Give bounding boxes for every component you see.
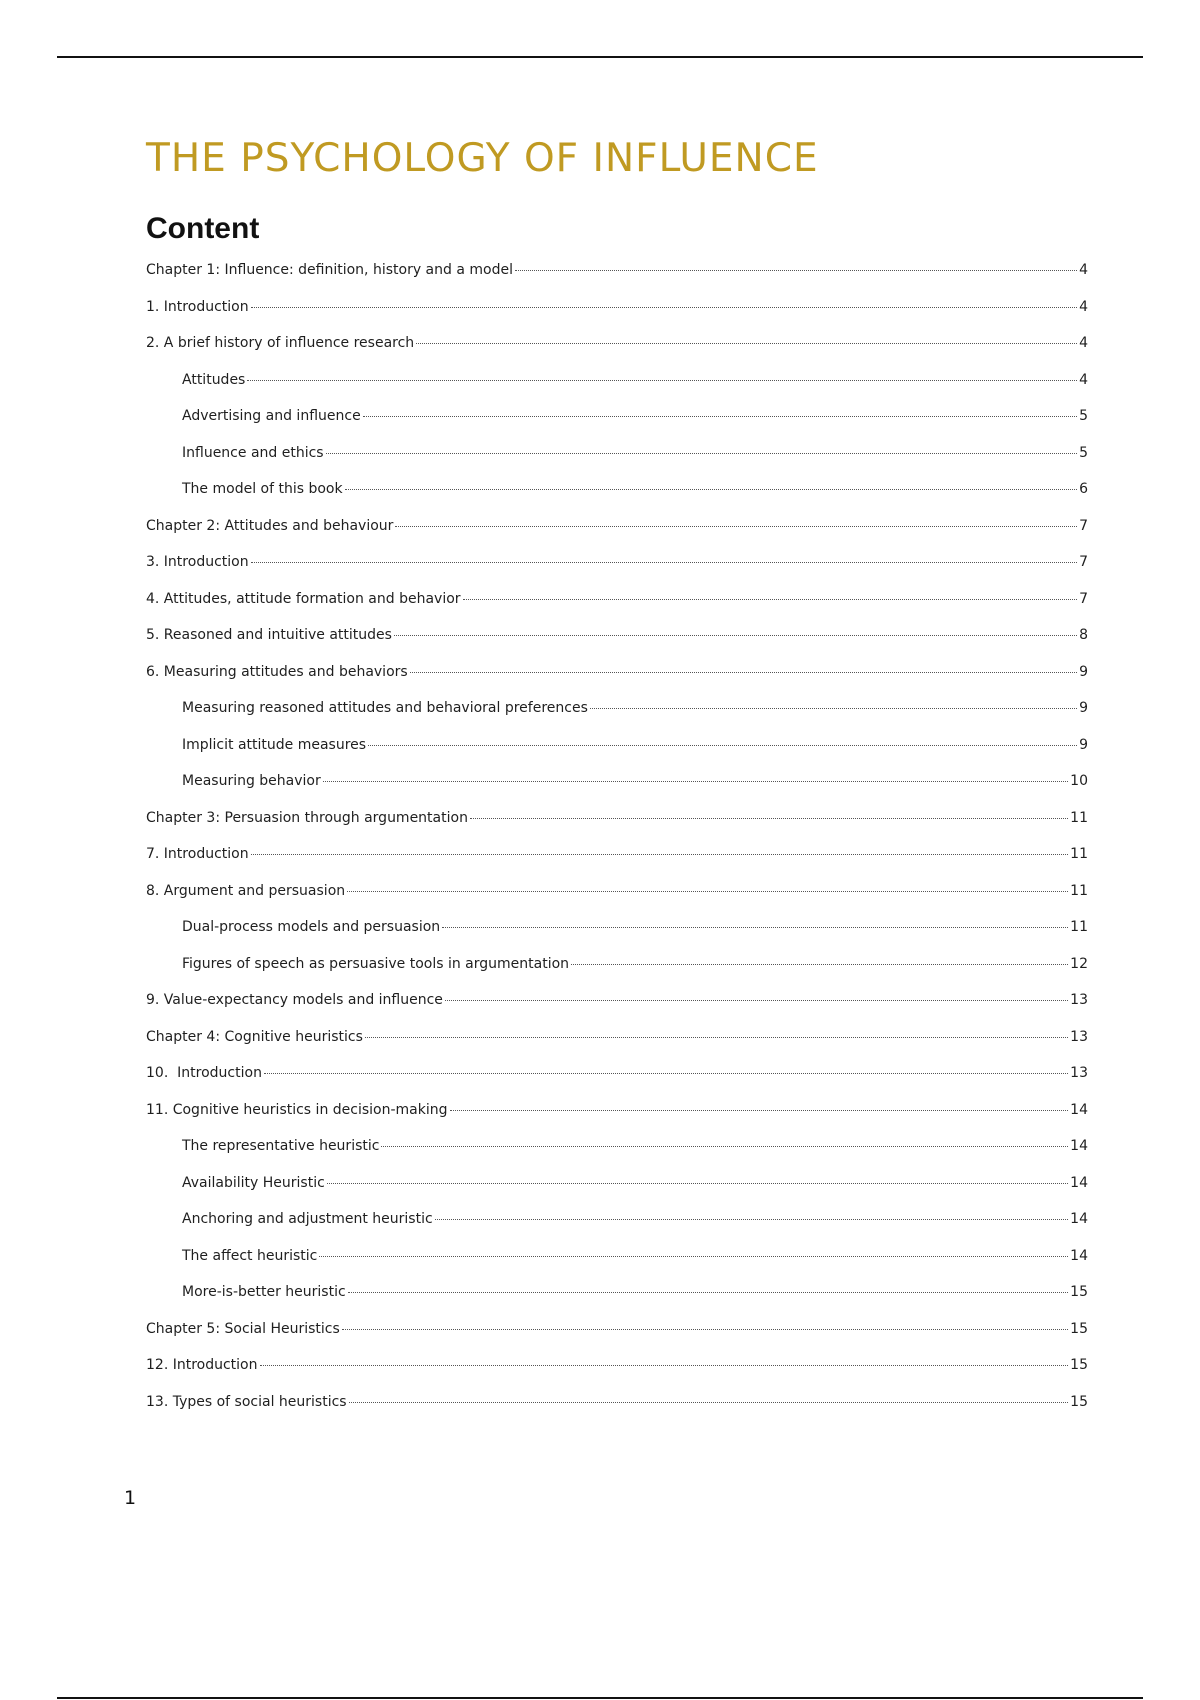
toc-entry-label: Influence and ethics	[182, 444, 324, 461]
toc-entry[interactable]	[146, 700, 1088, 737]
toc-entry-page: 15	[1070, 1393, 1088, 1410]
toc-dot-leader	[410, 672, 1077, 673]
toc-entry[interactable]	[146, 627, 1088, 664]
toc-dot-leader	[251, 307, 1077, 308]
toc-entry-label: Chapter 4: Cognitive heuristics	[146, 1028, 363, 1045]
toc-entry[interactable]	[146, 372, 1088, 409]
toc-entry-page: 14	[1070, 1101, 1088, 1118]
toc-dot-leader	[326, 453, 1077, 454]
toc-entry-page: 4	[1079, 335, 1088, 351]
toc-dot-leader	[319, 1256, 1068, 1257]
toc-dot-leader	[515, 270, 1077, 271]
toc-entry-label: 8. Argument and persuasion	[146, 882, 346, 899]
toc-dot-leader	[442, 927, 1068, 928]
toc-dot-leader	[342, 1329, 1068, 1330]
toc-entry-page: 7	[1079, 590, 1088, 607]
toc-entry-page: 9	[1079, 700, 1088, 716]
toc-dot-leader	[394, 635, 1077, 636]
toc-entry[interactable]	[146, 919, 1088, 956]
toc-entry-label: More-is-better heuristic	[182, 1284, 346, 1300]
toc-entry-page: 9	[1079, 736, 1088, 753]
toc-dot-leader	[470, 818, 1068, 819]
toc-entry-label: Measuring reasoned attitudes and behavioral preferences	[182, 700, 588, 716]
toc-entry-page: 14	[1070, 1174, 1088, 1191]
toc-entry-page: 4	[1079, 371, 1088, 388]
toc-entry-label: 7. Introduction	[146, 846, 249, 862]
toc-entry-label: Dual-process models and persuasion	[182, 919, 441, 935]
toc-entry[interactable]	[146, 1102, 1088, 1139]
toc-entry-page: 12	[1070, 955, 1088, 972]
toc-entry-page: 8	[1079, 627, 1088, 643]
toc-dot-leader	[363, 416, 1077, 417]
toc-dot-leader	[348, 1292, 1069, 1293]
toc-entry[interactable]	[146, 1321, 1088, 1358]
toc-entry[interactable]	[146, 956, 1088, 993]
toc-entry-page: 15	[1070, 1284, 1088, 1300]
toc-entry-page: 11	[1070, 882, 1088, 899]
toc-entry-label: Chapter 1: Influence: definition, history and a model	[146, 262, 513, 278]
toc-entry-label: 13. Types of social heuristics	[146, 1393, 347, 1410]
toc-entry-page: 14	[1070, 1211, 1088, 1227]
toc-entry-page: 5	[1079, 444, 1088, 461]
toc-entry-label: 1. Introduction	[146, 298, 249, 315]
toc-dot-leader	[365, 1037, 1068, 1038]
toc-entry[interactable]	[146, 262, 1088, 299]
toc-entry[interactable]	[146, 992, 1088, 1029]
page-number: 1	[124, 1487, 137, 1509]
toc-dot-leader	[435, 1219, 1068, 1220]
toc-entry-page: 7	[1079, 554, 1088, 570]
toc-entry-page: 11	[1070, 846, 1088, 862]
toc-entry[interactable]	[146, 1394, 1088, 1431]
toc-entry[interactable]	[146, 883, 1088, 920]
toc-entry[interactable]	[146, 1029, 1088, 1066]
footer-rule	[57, 1697, 1143, 1699]
toc-entry-label: 11. Cognitive heuristics in decision-making	[146, 1101, 448, 1118]
toc-entry[interactable]	[146, 810, 1088, 847]
toc-dot-leader	[347, 891, 1068, 892]
toc-entry[interactable]	[146, 1138, 1088, 1175]
toc-entry-page: 13	[1070, 992, 1088, 1008]
toc-dot-leader	[416, 343, 1077, 344]
toc-dot-leader	[445, 1000, 1068, 1001]
toc-entry-label: Chapter 5: Social Heuristics	[146, 1320, 340, 1337]
toc-entry-page: 15	[1070, 1320, 1088, 1337]
toc-entry[interactable]	[146, 1357, 1088, 1394]
toc-dot-leader	[395, 526, 1077, 527]
toc-entry[interactable]	[146, 1248, 1088, 1285]
toc-dot-leader	[368, 745, 1077, 746]
toc-entry-label: 10. Introduction	[146, 1065, 262, 1081]
toc-entry[interactable]	[146, 445, 1088, 482]
toc-entry-page: 13	[1070, 1065, 1088, 1081]
toc-dot-leader	[345, 489, 1077, 490]
toc-dot-leader	[349, 1402, 1069, 1403]
table-of-contents	[146, 262, 1088, 1430]
toc-entry-page: 7	[1079, 517, 1088, 534]
toc-entry-page: 14	[1070, 1138, 1088, 1154]
toc-dot-leader	[327, 1183, 1068, 1184]
toc-entry[interactable]	[146, 481, 1088, 518]
toc-entry[interactable]	[146, 664, 1088, 701]
toc-dot-leader	[463, 599, 1078, 600]
toc-dot-leader	[264, 1073, 1068, 1074]
toc-entry-label: Figures of speech as persuasive tools in argumentation	[182, 955, 570, 972]
toc-entry-label: 4. Attitudes, attitude formation and behavior	[146, 590, 461, 607]
toc-entry-page: 11	[1070, 919, 1088, 935]
toc-entry[interactable]	[146, 1065, 1088, 1102]
toc-entry-page: 11	[1070, 809, 1088, 826]
toc-entry-label: Measuring behavior	[182, 773, 321, 789]
toc-entry-label: 5. Reasoned and intuitive attitudes	[146, 627, 392, 643]
toc-entry[interactable]	[146, 591, 1088, 628]
toc-entry-page: 5	[1079, 408, 1088, 424]
toc-entry[interactable]	[146, 554, 1088, 591]
toc-entry[interactable]	[146, 1211, 1088, 1248]
toc-entry-page: 4	[1079, 262, 1088, 278]
toc-entry-page: 9	[1079, 663, 1088, 680]
toc-entry-label: Chapter 2: Attitudes and behaviour	[146, 517, 394, 534]
toc-entry-page: 10	[1070, 773, 1088, 789]
toc-entry-page: 14	[1070, 1247, 1088, 1264]
toc-entry-page: 15	[1070, 1357, 1088, 1373]
toc-entry-label: 6. Measuring attitudes and behaviors	[146, 663, 408, 680]
toc-dot-leader	[251, 854, 1069, 855]
toc-entry-page: 6	[1079, 481, 1088, 497]
toc-dot-leader	[323, 781, 1068, 782]
toc-dot-leader	[381, 1146, 1068, 1147]
toc-dot-leader	[450, 1110, 1069, 1111]
toc-entry[interactable]	[146, 1284, 1088, 1321]
toc-entry-label: Implicit attitude measures	[182, 736, 367, 753]
toc-dot-leader	[260, 1365, 1069, 1366]
document-title: THE PSYCHOLOGY OF INFLUENCE	[146, 136, 819, 181]
toc-heading: Content	[146, 212, 260, 245]
toc-entry[interactable]	[146, 737, 1088, 774]
toc-entry-label: 3. Introduction	[146, 554, 249, 570]
toc-entry[interactable]	[146, 518, 1088, 555]
toc-entry-page: 13	[1070, 1028, 1088, 1045]
toc-entry[interactable]	[146, 773, 1088, 810]
toc-entry-label: Advertising and influence	[182, 408, 361, 424]
toc-entry[interactable]	[146, 1175, 1088, 1212]
toc-entry-label: The affect heuristic	[182, 1247, 318, 1264]
toc-entry-label: Availability Heuristic	[182, 1174, 325, 1191]
toc-entry[interactable]	[146, 335, 1088, 372]
toc-entry-label: 2. A brief history of influence research	[146, 335, 415, 351]
toc-entry[interactable]	[146, 846, 1088, 883]
toc-entry-label: Attitudes	[182, 371, 246, 388]
toc-dot-leader	[247, 380, 1077, 381]
toc-dot-leader	[571, 964, 1068, 965]
toc-entry[interactable]	[146, 299, 1088, 336]
toc-entry-label: The model of this book	[182, 481, 343, 497]
toc-entry-label: The representative heuristic	[182, 1138, 380, 1154]
toc-entry-label: Chapter 3: Persuasion through argumentation	[146, 809, 468, 826]
toc-entry-label: Anchoring and adjustment heuristic	[182, 1211, 433, 1227]
toc-dot-leader	[590, 708, 1077, 709]
toc-entry-label: 12. Introduction	[146, 1357, 258, 1373]
toc-entry-page: 4	[1079, 298, 1088, 315]
header-rule	[57, 56, 1143, 58]
toc-entry-label: 9. Value-expectancy models and influence	[146, 992, 443, 1008]
toc-dot-leader	[251, 562, 1077, 563]
toc-entry[interactable]	[146, 408, 1088, 445]
